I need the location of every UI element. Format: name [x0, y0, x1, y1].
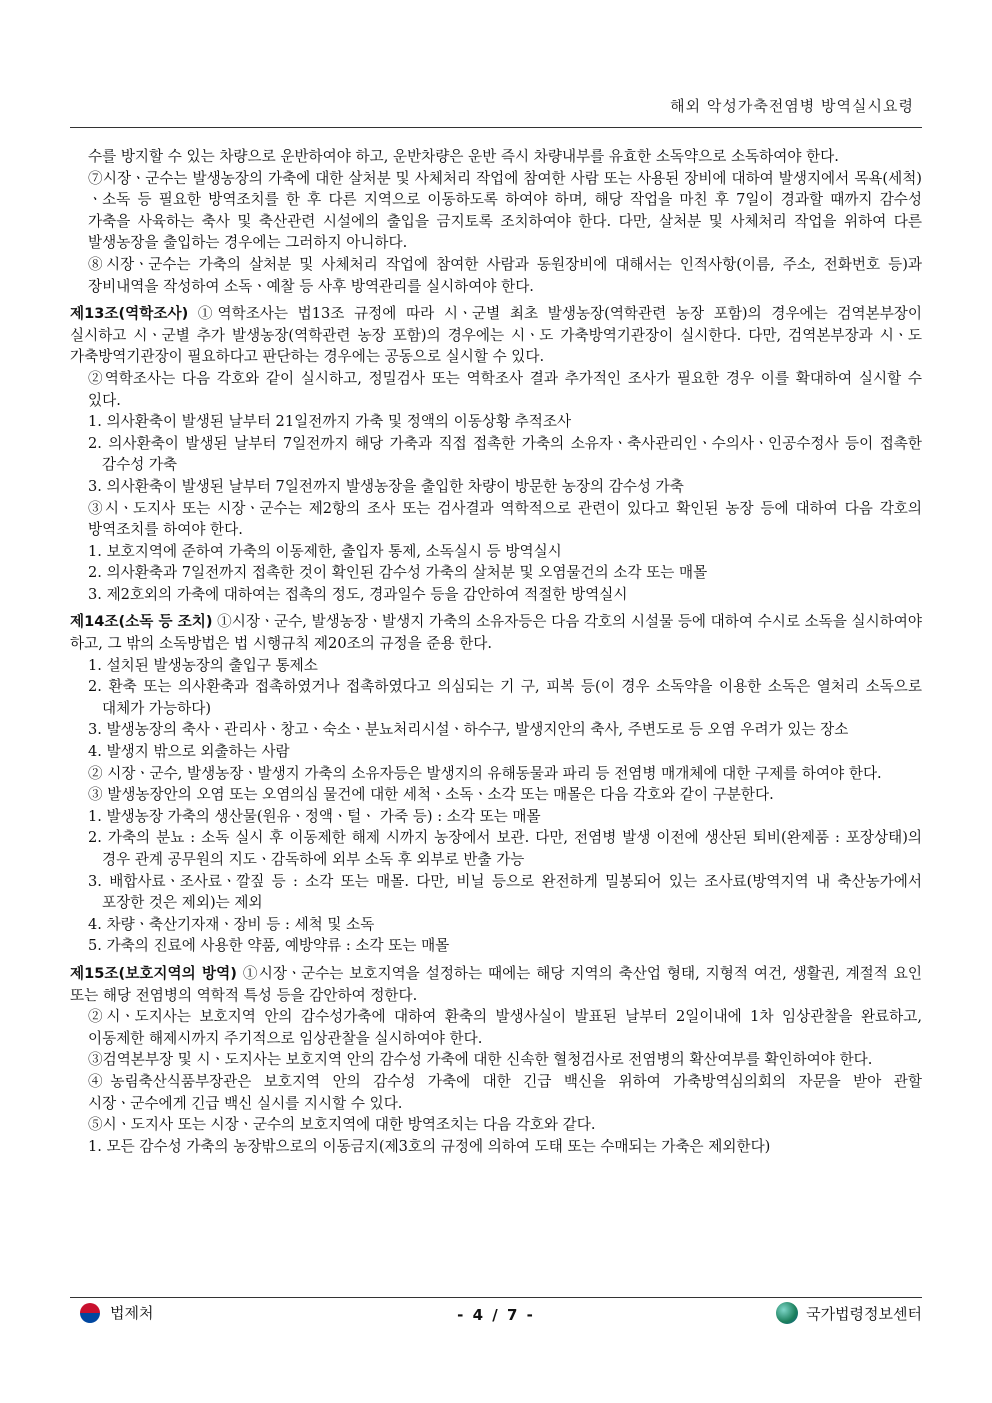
list-item: 4. 차량ㆍ축산기자재ㆍ장비 등 : 세척 및 소독 [88, 915, 375, 933]
footer-right [776, 1302, 922, 1324]
paragraph: ⑤시ㆍ도지사 또는 시장ㆍ군수의 보호지역에 대한 방역조치는 다음 각호와 같다. [88, 1116, 596, 1134]
list-item: 3. 제2호외의 가축에 대하여는 접촉의 정도, 경과일수 등을 감안하여 적절한 방역실시 [88, 585, 628, 603]
article-title: 제14조(소독 등 조치) [70, 613, 213, 631]
paragraph: ⑧시장ㆍ군수는 가축의 살처분 및 사체처리 작업에 참여한 사람과 동원장비에 대해서는 인적사항(이름, 주소, 전화번호 등)과 장비내역을 작성하여 소독ㆍ예찰 등 사후 방역관리를 실시하여야 한다. [88, 255, 922, 295]
paragraph: ② 시장ㆍ군수, 발생농장ㆍ발생지 가축의 소유자등은 발생지의 유해동물과 파리 등 전염병 매개체에 대한 구제를 하여야 한다. [88, 764, 882, 782]
article-14 [70, 611, 922, 957]
footer-right-label: 국가법령정보센터 [806, 1304, 922, 1323]
paragraph: ②역학조사는 다음 각호와 같이 실시하고, 정밀검사 또는 역학조사 결과 추가적인 조사가 필요한 경우 이를 확대하여 실시할 수 있다. [88, 369, 922, 409]
header-divider [70, 127, 922, 128]
globe-logo-icon [776, 1302, 798, 1324]
article-13 [70, 303, 922, 605]
list-item: 3. 의사환축이 발생된 날부터 7일전까지 발생농장을 출입한 차량이 방문한 농장의 감수성 가축 [88, 477, 684, 495]
list-item: 4. 발생지 밖으로 외출하는 사람 [88, 743, 290, 761]
paragraph: ③시ㆍ도지사 또는 시장ㆍ군수는 제2항의 조사 또는 검사결과 역학적으로 관련이 있다고 확인된 농장 등에 대하여 다음 각호의 방역조치를 하여야 한다. [88, 499, 922, 539]
list-item: 3. 배합사료ㆍ조사료ㆍ깔짚 등 : 소각 또는 매몰. 다만, 비닐 등으로 완전하게 밀봉되어 있는 조사료(방역지역 내 축산농가에서 포장한 것은 제외)는 제외 [88, 872, 922, 912]
article-15 [70, 963, 922, 1157]
list-item: 1. 의사환축이 발생된 날부터 21일전까지 가축 및 정액의 이동상황 추적조사 [88, 413, 572, 431]
list-item: 2. 가축의 분뇨 : 소독 실시 후 이동제한 해제 시까지 농장에서 보관. 다만, 전염병 발생 이전에 생산된 퇴비(완제품 : 포장상태)의 경우 관계 공무원의 지도ㆍ감독하에 외부 소독 후 외부로 반출 가능 [88, 829, 922, 868]
footer-divider [70, 1297, 922, 1298]
document-body [70, 146, 922, 1157]
list-item: 1. 모든 감수성 가축의 농장밖으로의 이동금지(제3호의 규정에 의하여 도태 또는 수매되는 가축은 제외한다) [88, 1137, 771, 1155]
footer-left-label: 법제처 [110, 1304, 154, 1322]
list-item: 2. 환축 또는 의사환축과 접촉하였거나 접촉하였다고 의심되는 기 구, 피복 등(이 경우 소독약을 이용한 소독은 열처리 소독으로 대체가 가능하다) [88, 678, 922, 717]
document-header-title: 해외 악성가축전염병 방역실시요령 [670, 97, 914, 115]
list-item: 1. 발생농장 가축의 생산물(원유ㆍ정액ㆍ털ㆍ 가죽 등) : 소각 또는 매몰 [88, 807, 541, 825]
paragraph: 수를 방지할 수 있는 차량으로 운반하여야 하고, 운반차량은 운반 즉시 차량내부를 유효한 소독약으로 소독하여야 한다. [88, 148, 839, 165]
list-item: 1. 설치된 발생농장의 출입구 통제소 [88, 656, 318, 674]
list-item: 2. 의사환축이 발생된 날부터 7일전까지 해당 가축과 직접 접촉한 가축의 소유자ㆍ축사관리인ㆍ수의사ㆍ인공수정사 등이 접촉한 감수성 가축 [88, 434, 922, 474]
paragraph: ②시ㆍ도지사는 보호지역 안의 감수성가축에 대하여 환축의 발생사실이 발표된 날부터 2일이내에 1차 임상관찰을 완료하고, 이동제한 해제시까지 주기적으로 임상관찰을 실시하여야 한다. [88, 1008, 922, 1047]
article-title: 제15조(보호지역의 방역) [70, 964, 237, 982]
list-item: 5. 가축의 진료에 사용한 약품, 예방약류 : 소각 또는 매몰 [88, 937, 450, 955]
paragraph: ④농림축산식품부장관은 보호지역 안의 감수성 가축에 대한 긴급 백신을 위하여 가축방역심의회의 자문을 받아 관할 시장ㆍ군수에게 긴급 백신 실시를 지시할 수 있다. [88, 1072, 922, 1112]
page-number: - 4 / 7 - [457, 1306, 535, 1324]
article-lead: ①시장ㆍ군수는 보호지역을 설정하는 때에는 해당 지역의 축산업 형태, 지형적 여건, 생활권, 계절적 요인 또는 해당 전염병의 역학적 특성 등을 감안하여 정한다. [70, 964, 923, 1004]
list-item: 2. 의사환축과 7일전까지 접촉한 것이 확인된 감수성 가축의 살처분 및 오염물건의 소각 또는 매몰 [88, 564, 708, 582]
article-lead: ①시장ㆍ군수, 발생농장ㆍ발생지 가축의 소유자등은 다음 각호의 시설물 등에 대하여 수시로 소독을 실시하여야 하고, 그 밖의 소독방법은 법 시행규칙 제20조의 규정을 준용 한다. [70, 613, 923, 653]
article-lead: ①역학조사는 법13조 규정에 따라 시ㆍ군별 최초 발생농장(역학관련 농장 포함)의 경우에는 검역본부장이 실시하고 시ㆍ군별 추가 발생농장(역학관련 농장 포함)의 경우에는 시ㆍ도 가축방역기관장이 실시한다. 다만, 검역본부장과 시ㆍ도 가축방역기관장이 필요하다고 판단하는 경우에는 공동으로 실시할 수 있다. [70, 305, 922, 366]
list-item: 1. 보호지역에 준하여 가축의 이동제한, 출입자 통제, 소독실시 등 방역실시 [88, 542, 562, 560]
paragraph: ③검역본부장 및 시ㆍ도지사는 보호지역 안의 감수성 가축에 대한 신속한 혈청검사로 전염병의 확산여부를 확인하여야 한다. [88, 1051, 873, 1069]
article-title: 제13조(역학조사) [70, 305, 189, 323]
list-item: 3. 발생농장의 축사ㆍ관리사ㆍ창고ㆍ숙소ㆍ분뇨처리시설ㆍ하수구, 발생지안의 축사, 주변도로 등 오염 우려가 있는 장소 [88, 721, 849, 739]
page-footer [70, 1302, 922, 1332]
paragraph: ③ 발생농장안의 오염 또는 오염의심 물건에 대한 세척ㆍ소독ㆍ소각 또는 매몰은 다음 각호와 같이 구분한다. [88, 786, 774, 804]
paragraph: ⑦시장ㆍ군수는 발생농장의 가축에 대한 살처분 및 사체처리 작업에 참여한 사람 또는 사용된 장비에 대하여 발생지에서 목욕(세척)ㆍ소독 등 필요한 방역조치를 한 후 다른 지역으로 이동하도록 하여야 하며, 해당 작업을 마친 후 7일이 경과할 때까지 감수성 가축을 사육하는 축사 및 축산관련 시설에의 출입을 금지토록 조치하여야 한다. 다만, 살처분 및 사체처리 작업을 위하여 다른 발생농장을 출입하는 경우에는 그러하지 아니하다. [88, 169, 922, 252]
